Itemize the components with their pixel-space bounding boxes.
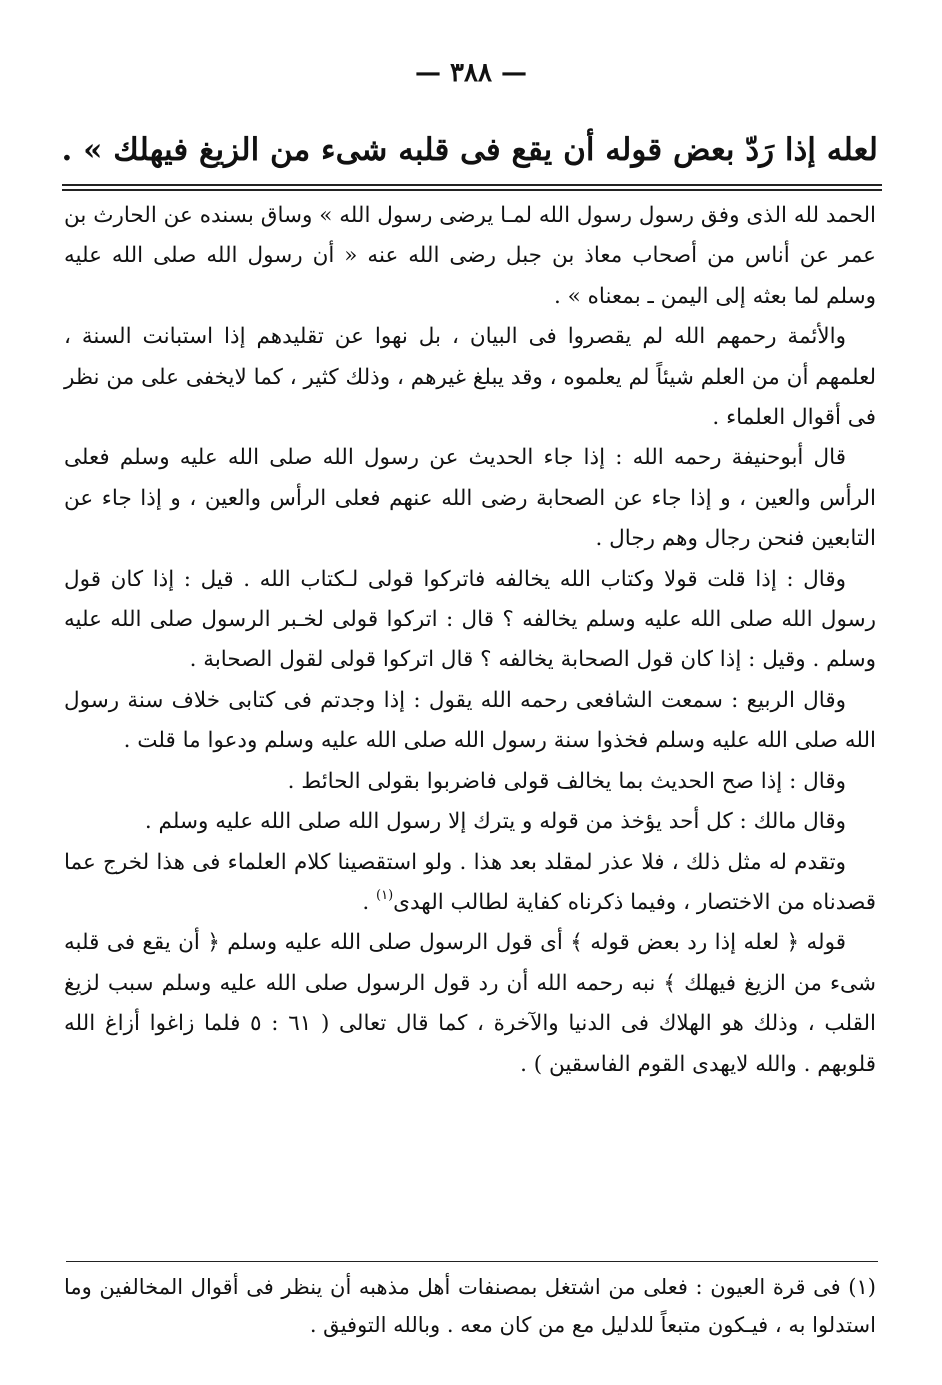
- commentary-body: [64, 196, 876, 1085]
- paragraph: الحمد لله الذى وفق رسول رسول الله لمـا يرضى رسول الله » وساق بسنده عن الحارث بن عمر عن أناس من أصحاب معاذ بن جبل رضى الله عنه « أن رسول الله صلى الله عليه وسلم لما بعثه إلى اليمن ـ بمعناه » .: [64, 203, 876, 309]
- page-number: — ٣٨٨ —: [414, 58, 528, 88]
- header-divider: [62, 184, 882, 191]
- footnote-reference: (١): [376, 887, 394, 903]
- paragraph-end: .: [362, 889, 377, 915]
- paragraph: والأئمة رحمهم الله لم يقصروا فى البيان ، بل نهوا عن تقليدهم إذا استبانت السنة ، لعلمهم أن من العلم شيئاً لم يعلموه ، وقد يبلغ غيرهم ، وذلك كثير ، كما لايخفى على من نظر فى أقوال العلماء .: [64, 324, 876, 431]
- paragraph: قال أبوحنيفة رحمه الله : إذا جاء الحديث عن رسول الله صلى الله عليه وسلم فعلى الرأس والعين ، و إذا جاء عن الصحابة رضى الله عنهم فعلى الرأس والعين ، و إذا جاء عن التابعين فنحن رجال وهم رجال .: [64, 445, 876, 552]
- paragraph: وقال الربيع : سمعت الشافعى رحمه الله يقول : إذا وجدتم فى كتابى خلاف سنة رسول الله صلى الله عليه وسلم فخذوا سنة رسول الله صلى الله عليه وسلم ودعوا ما قلت .: [64, 687, 876, 754]
- paragraph-text: وتقدم له مثل ذلك ، فلا عذر لمقلد بعد هذا . ولو استقصينا كلام العلماء فى هذا لخرج عما قصدناه من الاختصار ، وفيما ذكرناه كفاية لطالب الهدى: [64, 849, 876, 915]
- footnote-divider: [66, 1261, 878, 1262]
- paragraph: وقال : إذا صح الحديث بما يخالف قولى فاضربوا بقولى الحائط .: [287, 768, 846, 794]
- footnote: (١) فى قرة العيون : فعلى من اشتغل بمصنفات أهل مذهبه أن ينظر فى أقوال المخالفين وما استدلوا به ، فيـكون متبعاً للدليل مع من كان معه . وبالله التوفيق .: [64, 1275, 876, 1337]
- footnotes: [64, 1268, 876, 1344]
- matn-text: لعله إذا رَدّ بعض قوله أن يقع فى قلبه شىء من الزيغ فيهلك » .: [61, 132, 878, 168]
- paragraph-with-footnote: [64, 843, 876, 924]
- paragraph: وقال مالك : كل أحد يؤخذ من قوله و يترك إلا رسول الله صلى الله عليه وسلم .: [144, 809, 846, 835]
- paragraph: وقال : إذا قلت قولا وكتاب الله يخالفه فاتركوا قولى لـكتاب الله . قيل : إذا كان قول رسول الله صلى الله عليه وسلم يخالفه ؟ قال : اتركوا قولى لخـبر الرسول صلى الله عليه وسلم . وقيل : إذا كان قول الصحابة يخالفه ؟ قال اتركوا قولى لقول الصحابة .: [64, 566, 876, 673]
- paragraph: قوله ﴿ لعله إذا رد بعض قوله ﴾ أى قول الرسول صلى الله عليه وسلم ﴿ أن يقع فى قلبه شىء من الزيغ فيهلك ﴾ نبه رحمه الله أن رد قول الرسول صلى الله عليه وسلم سبب لزيغ القلب ، وذلك هو الهلاك فى الدنيا والآخرة ، كما قال تعالى ( ٦١ : ٥ فلما زاغوا أزاغ الله قلوبهم . والله لايهدى القوم الفاسقين ) .: [64, 930, 876, 1077]
